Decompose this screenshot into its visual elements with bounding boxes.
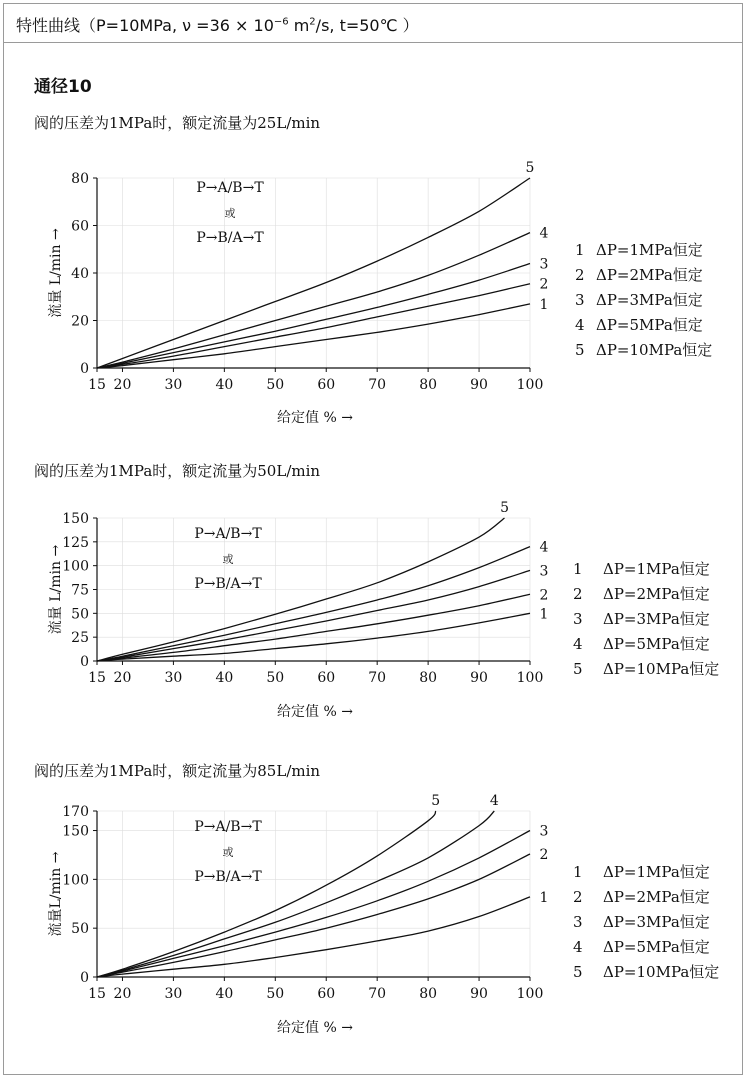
legend-label: ΔP=2MPa恒定 (596, 266, 703, 284)
flow-path-annotation: P→A/B→T (194, 819, 262, 835)
y-tick-label: 50 (71, 921, 89, 938)
legend-number: 3 (573, 610, 583, 628)
series-label-2: 2 (539, 276, 549, 293)
y-tick-label: 0 (80, 361, 89, 377)
legend-number: 2 (575, 266, 585, 284)
legend-number: 2 (573, 888, 583, 906)
y-tick-label: 0 (80, 654, 89, 670)
legend-number: 2 (573, 585, 583, 603)
legend-number: 4 (573, 938, 583, 956)
series-line-5 (97, 811, 436, 977)
y-tick-label: 150 (62, 511, 89, 527)
flow-path-annotation: 或 (222, 846, 234, 859)
x-tick-label: 80 (419, 986, 438, 1002)
y-axis-label: 流量L/min → (48, 851, 64, 937)
legend-label: ΔP=10MPa恒定 (603, 660, 720, 678)
legend-number: 5 (575, 341, 585, 359)
y-tick-label: 40 (71, 266, 89, 282)
x-tick-label: 40 (215, 377, 234, 393)
y-tick-label: 50 (71, 606, 89, 623)
x-tick-label: 100 (516, 670, 544, 686)
page-header (3, 3, 743, 43)
y-tick-label: 80 (71, 171, 89, 187)
chart-1 (0, 100, 748, 440)
flow-path-annotation: 或 (222, 553, 234, 566)
series-line-4 (97, 233, 530, 368)
legend-number: 1 (573, 560, 583, 578)
legend-label: ΔP=2MPa恒定 (603, 585, 710, 603)
flow-path-annotation: P→B/A→T (194, 869, 262, 885)
section-title: 通径10 (34, 77, 92, 97)
legend-number: 3 (575, 291, 585, 309)
series-label-1: 1 (539, 296, 549, 313)
x-tick-label: 70 (368, 377, 387, 393)
x-tick-label: 80 (419, 670, 438, 686)
x-tick-label: 20 (113, 670, 132, 686)
chart-2 (0, 450, 748, 730)
series-label-1: 1 (539, 606, 549, 623)
x-tick-label: 15 (88, 986, 106, 1002)
series-label-2: 2 (539, 587, 549, 604)
series-label-5: 5 (525, 160, 535, 176)
header-title: 特性曲线（P=10MPa, $\nu =36 \times 10^{-6}$ $m^2/s$, t=50℃ ） (16, 16, 419, 35)
legend-label: ΔP=1MPa恒定 (603, 560, 710, 578)
x-tick-label: 90 (470, 986, 488, 1002)
y-tick-label: 100 (62, 872, 89, 889)
x-tick-label: 100 (516, 986, 544, 1002)
legend-number: 4 (575, 316, 585, 334)
y-tick-label: 125 (62, 534, 89, 551)
y-tick-label: 60 (71, 218, 89, 235)
x-tick-label: 20 (113, 986, 132, 1002)
y-axis-label: 流量 L/min → (48, 544, 64, 635)
x-tick-label: 15 (88, 377, 106, 393)
chart-title: 阀的压差为1MPa时，额定流量为85L/min (34, 762, 321, 780)
legend-label: ΔP=10MPa恒定 (603, 963, 720, 981)
x-axis-label: 给定值 % → (277, 1020, 353, 1036)
legend-label: ΔP=1MPa恒定 (596, 241, 703, 259)
legend-number: 5 (573, 660, 583, 678)
series-label-5: 5 (431, 793, 441, 809)
legend-number: 1 (575, 241, 585, 259)
series-label-1: 1 (539, 889, 549, 906)
x-tick-label: 20 (113, 377, 132, 393)
flow-path-annotation: P→A/B→T (194, 526, 262, 542)
legend-number: 4 (573, 635, 583, 653)
x-tick-label: 40 (215, 986, 234, 1002)
x-tick-label: 30 (164, 986, 183, 1002)
x-axis-label: 给定值 % → (277, 410, 353, 426)
flow-path-annotation: 或 (224, 207, 236, 220)
chart-title: 阀的压差为1MPa时，额定流量为25L/min (34, 114, 321, 132)
legend-label: ΔP=5MPa恒定 (603, 635, 710, 653)
x-tick-label: 15 (88, 670, 106, 686)
y-tick-label: 20 (71, 313, 89, 330)
y-axis-label: 流量 L/min → (48, 228, 64, 318)
flow-path-annotation: P→B/A→T (194, 576, 262, 592)
x-tick-label: 50 (266, 670, 285, 686)
series-label-4: 4 (489, 793, 499, 809)
legend-label: ΔP=3MPa恒定 (603, 610, 710, 628)
x-tick-label: 30 (164, 377, 183, 393)
x-tick-label: 100 (516, 377, 544, 393)
series-label-4: 4 (539, 539, 549, 556)
y-tick-label: 25 (71, 630, 89, 647)
legend-label: ΔP=1MPa恒定 (603, 863, 710, 881)
y-tick-label: 170 (62, 804, 89, 820)
x-axis-label: 给定值 % → (277, 704, 353, 720)
series-label-5: 5 (500, 500, 509, 516)
x-tick-label: 90 (470, 670, 488, 686)
legend-label: ΔP=5MPa恒定 (603, 938, 710, 956)
legend-label: ΔP=3MPa恒定 (603, 913, 710, 931)
flow-path-annotation: P→B/A→T (196, 230, 264, 246)
y-tick-label: 100 (62, 558, 89, 575)
x-tick-label: 60 (317, 986, 336, 1002)
x-tick-label: 80 (419, 377, 438, 393)
legend-label: ΔP=2MPa恒定 (603, 888, 710, 906)
flow-path-annotation: P→A/B→T (196, 180, 264, 196)
x-tick-label: 60 (317, 377, 336, 393)
chart-3 (0, 750, 748, 1050)
legend-label: ΔP=10MPa恒定 (596, 341, 713, 359)
series-label-3: 3 (539, 256, 549, 273)
legend-number: 5 (573, 963, 583, 981)
chart-title: 阀的压差为1MPa时，额定流量为50L/min (34, 462, 321, 480)
x-tick-label: 40 (215, 670, 234, 686)
series-line-4 (97, 547, 530, 661)
series-label-2: 2 (539, 846, 549, 863)
x-tick-label: 90 (470, 377, 488, 393)
series-label-3: 3 (539, 823, 549, 840)
x-tick-label: 70 (368, 986, 387, 1002)
y-tick-label: 0 (80, 970, 89, 986)
series-label-3: 3 (539, 563, 549, 580)
y-tick-label: 150 (62, 823, 89, 840)
x-tick-label: 50 (266, 986, 285, 1002)
x-tick-label: 30 (164, 670, 183, 686)
legend-label: ΔP=5MPa恒定 (596, 316, 703, 334)
series-label-4: 4 (539, 225, 549, 242)
x-tick-label: 70 (368, 670, 387, 686)
legend-number: 1 (573, 863, 583, 881)
x-tick-label: 60 (317, 670, 336, 686)
series-line-4 (97, 811, 494, 977)
y-tick-label: 75 (71, 582, 89, 599)
legend-label: ΔP=3MPa恒定 (596, 291, 703, 309)
series-line-3 (97, 831, 530, 978)
legend-number: 3 (573, 913, 583, 931)
x-tick-label: 50 (266, 377, 285, 393)
